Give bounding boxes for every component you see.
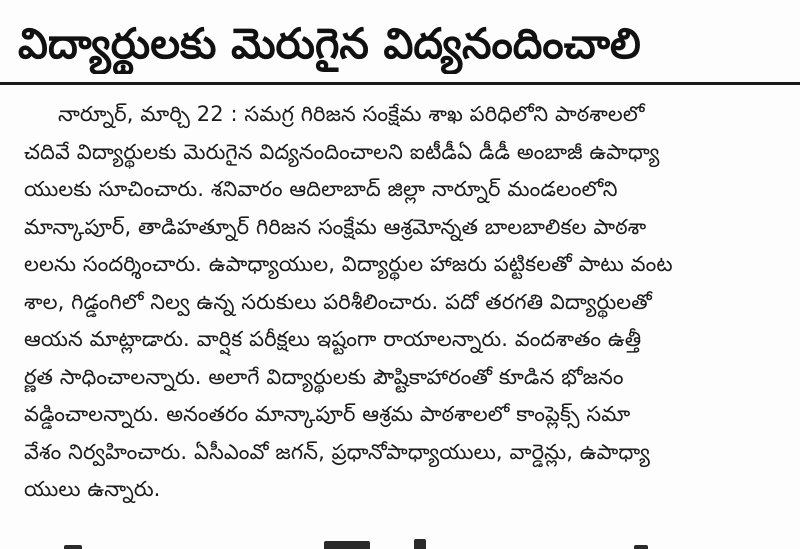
cropped-glyph-stroke [324,541,370,549]
body-line-9: వడ్డించాలన్నారు. అనంతరం మాన్కాపూర్ ఆశ్రమ పాఠశాలలో కాంప్లెక్స్ సమా [24,402,631,426]
body-line-10: వేశం నిర్వహించారు. ఏసీఎంవో జగన్, ప్రధానోపాధ్యాయులు, వార్డెన్లు, ఉపాధ్యా [24,439,650,464]
body-line-3: యులకు సూచించారు. శనివారం ఆదిలాబాద్ జిల్లా నార్నూర్ మండలంలోని [24,177,618,201]
body-line-5: లలను సందర్శించారు. ఉపాధ్యాయుల, విద్యార్థుల హాజరు పట్టికలతో పాటు వంట [24,252,673,276]
body-line-4: మాన్కాపూర్, తాడిహత్నూర్ గిరిజన సంక్షేమ ఆశ్రమోన్నత బాలబాలికల పాఠశా [24,214,647,239]
body-line-8: ర్ణత సాధించాలన్నారు. అలాగే విద్యార్థులకు పౌష్టికాహారంతో కూడిన భోజనం [24,364,624,389]
headline-divider [0,82,800,85]
cropped-glyph-stroke [414,539,426,549]
cropped-glyph-stroke [64,545,82,549]
article-headline: విద్యార్థులకు మెరుగైన విద్యనందించాలి [18,19,641,68]
body-line-11: యులు ఉన్నారు. [24,477,161,501]
article-body [24,96,794,509]
body-line-7: ఆయన మాట్లాడారు. వార్షిక పరీక్షలు ఇష్టంగా రాయాలన్నారు. వందశాతం ఉత్తీ [24,327,642,351]
cropped-next-article-edge [24,535,794,549]
body-line-1: నార్నూర్, మార్చి 22 : సమగ్ర గిరిజన సంక్షేమ శాఖ పరిధిలోని పాఠశాలలో [58,102,645,126]
body-line-2: చదివే విద్యార్థులకు మెరుగైన విద్యనందించాలని ఐటీడీఏ డీడీ అంబాజీ ఉపాధ్యా [24,139,660,164]
body-line-6: శాల, గిడ్డంగిలో నిల్వ ఉన్న సరుకులు పరిశీలించారు. పదో తరగతి విద్యార్థులతో [24,289,652,314]
cropped-glyph-stroke [634,545,648,549]
